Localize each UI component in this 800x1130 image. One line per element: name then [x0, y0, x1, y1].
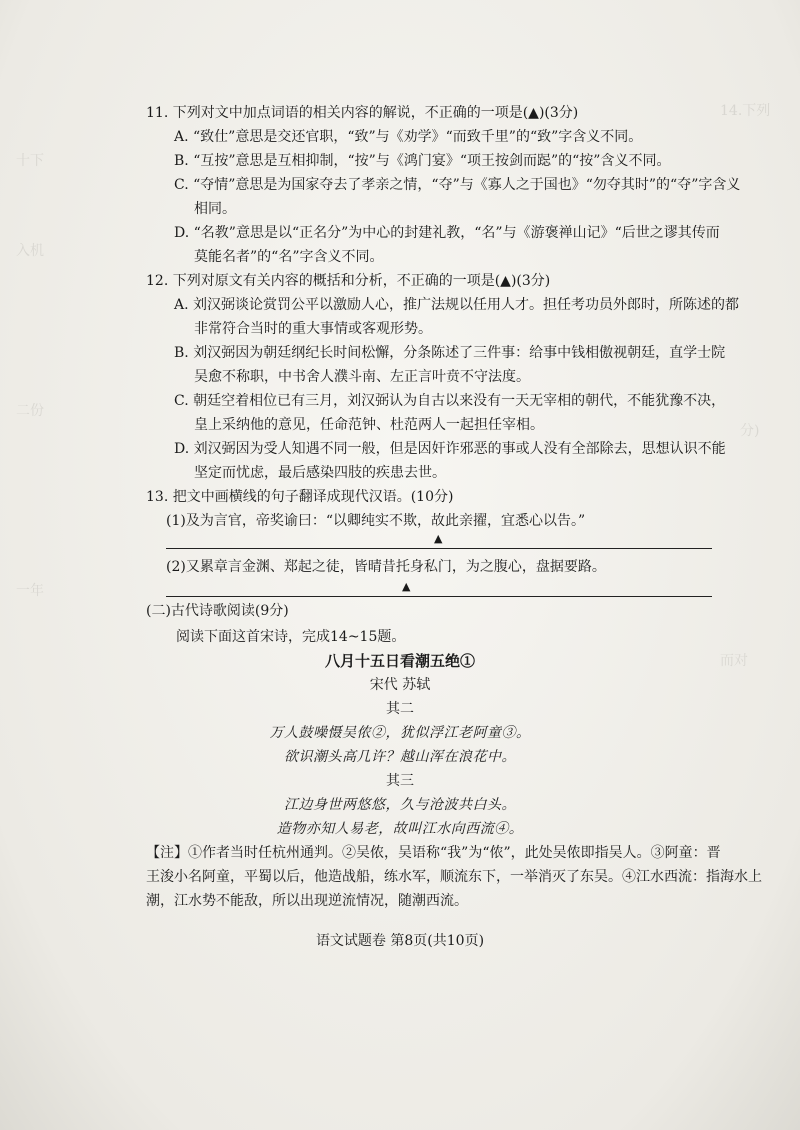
q11-option-d: D. “名教”意思是以“正名分”为中心的封建礼教，“名”与《游褒禅山记》“后世之谬其传而: [174, 225, 720, 241]
q12-option-b: B. 刘汉弼因为朝廷纲纪长时间松懈，分条陈述了三件事：给事中钱相傲视朝廷，直学士院: [174, 345, 726, 361]
poem-note-line-2: 王浚小名阿童，平蜀以后，他造战船，练水军，顺流东下，一举消灭了东吴。④江水西流：指海水上: [146, 869, 762, 885]
poem-part-3-line-1: 江边身世两悠悠，久与沧波共白头。: [284, 797, 516, 813]
q13-answer-line-2[interactable]: [166, 596, 712, 597]
q13-stem: 13. 把文中画横线的句子翻译成现代汉语。(10分): [146, 489, 454, 505]
q11-option-c: C. “夺情”意思是为国家夺去了孝亲之情，“夺”与《寡人之于国也》“勿夺其时”的“夺”字含义: [174, 177, 741, 193]
q13-sentence-1: (1)及为言官，帝奖谕曰：“以卿纯实不欺，故此亲擢，宜悉心以告。”: [166, 513, 586, 529]
q12-option-a-cont: 非常符合当时的重大事情或客观形势。: [194, 321, 432, 337]
q13-answer-line-1[interactable]: [166, 548, 712, 549]
page-footer: 语文试题卷 第8页(共10页): [315, 933, 485, 949]
bleed-through-left-4: 一年: [16, 583, 44, 599]
q12-option-d: D. 刘汉弼因为受人知遇不同一般，但是因奸诈邪恶的事或人没有全部除去，思想认识不能: [174, 441, 726, 457]
q11-stem: 11. 下列对文中加点词语的相关内容的解说，不正确的一项是(▲)(3分): [146, 105, 579, 121]
q12-stem: 12. 下列对原文有关内容的概括和分析，不正确的一项是(▲)(3分): [146, 273, 551, 289]
section-intro: 阅读下面这首宋诗，完成14~15题。: [176, 629, 406, 645]
bleed-through-right-2: 分): [740, 423, 760, 439]
q11-option-a: A. “致仕”意思是交还官职，“致”与《劝学》“而致千里”的“致”字含义不同。: [174, 129, 643, 145]
bleed-through-left-2: 入机: [16, 243, 44, 259]
bleed-through-right-1: 14.下列: [720, 103, 771, 119]
q13-answer-mark-1: ▲: [434, 532, 443, 545]
q11-option-c-cont: 相同。: [194, 201, 236, 217]
q13-sentence-2: (2)又累章言金渊、郑起之徒，皆晴昔托身私门，为之腹心，盘据要路。: [166, 559, 606, 575]
q11-option-b: B. “互按”意思是互相抑制，“按”与《鸿门宴》“项王按剑而跽”的“按”含义不同。: [174, 153, 671, 169]
poem-part-2-heading: 其二: [386, 701, 414, 717]
q12-option-c: C. 朝廷空着相位已有三月，刘汉弼认为自古以来没有一天无宰相的朝代，不能犹豫不决，: [174, 393, 726, 409]
q12-option-a: A. 刘汉弼谈论赏罚公平以激励人心，推广法规以任用人才。担任考功员外郎时，所陈述的都: [174, 297, 740, 313]
poem-note-line-3: 潮，江水势不能敌，所以出现逆流情况，随潮西流。: [146, 893, 468, 909]
bleed-through-left-1: 十下: [16, 153, 44, 169]
q12-option-c-cont: 皇上采纳他的意见，任命范钟、杜范两人一起担任宰相。: [194, 417, 544, 433]
bleed-through-left-3: 二份: [16, 403, 44, 419]
poem-title: 八月十五日看潮五绝①: [324, 652, 475, 670]
poem-part-2-line-2: 欲识潮头高几许？越山浑在浪花中。: [284, 749, 516, 765]
q12-option-d-cont: 坚定而忧虑，最后感染四肢的疾患去世。: [194, 465, 446, 481]
poem-part-3-line-2: 造物亦知人易老，故叫江水向西流④。: [276, 821, 524, 837]
section-heading: (二)古代诗歌阅读(9分): [146, 603, 289, 619]
q13-answer-mark-2: ▲: [402, 580, 411, 593]
q12-option-b-cont: 吴愈不称职，中书舍人濮斗南、左正言叶贲不守法度。: [194, 369, 530, 385]
poem-part-2-line-1: 万人鼓噪慑吴侬②，犹似浮江老阿童③。: [269, 725, 531, 741]
bleed-through-right-3: 而对: [720, 653, 748, 669]
poem-note-line-1: 【注】①作者当时任杭州通判。②吴侬，吴语称“我”为“侬”，此处吴侬即指吴人。③阿童：晋: [146, 845, 721, 861]
poem-author: 宋代 苏轼: [369, 677, 431, 693]
q11-option-d-cont: 莫能名者”的“名”字含义不同。: [194, 249, 384, 265]
poem-part-3-heading: 其三: [386, 773, 414, 789]
